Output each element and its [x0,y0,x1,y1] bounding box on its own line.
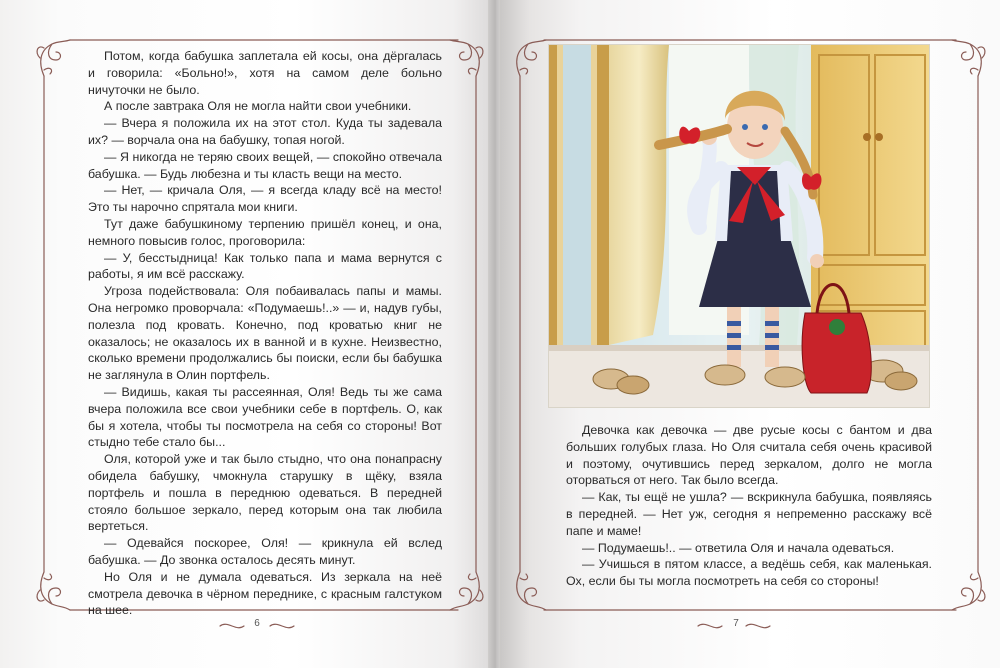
paragraph: Но Оля и не думала одеваться. Из зеркала на неё смотрела девочка в чёрном переднике, с красным галстуком на шее. [88,569,442,618]
paragraph: — Подумаешь!.. — ответила Оля и начала одеваться. [582,540,895,555]
girl-illustration-image [549,45,929,407]
paragraph: — Я никогда не теряю своих вещей, — спокойно отвечала бабушка. — Будь любезна и ты класть вещи на место. [88,149,442,181]
paragraph: — Учишься в пятом классе, а ведёшь себя, как маленькая. Ох, если бы ты могла посмотреть на себя со стороны! [566,557,932,589]
left-page-text [88,48,442,619]
paragraph: Оля, которой уже и так было стыдно, что она понапрасну обидела бабушку, чмокнула старушку в щёку, взяла портфель и пошла в переднюю одеваться. В передней стояло большое зеркало, перед которым она так любила вертеться. [88,452,442,534]
right-page [500,0,1000,668]
paragraph: — Одевайся поскорее, Оля! — крикнула ей вслед бабушка. — До звонка осталось десять минут. [88,536,442,567]
paragraph: Девочка как девочка — две русые косы с бантом и два больших голубых глаза. Но Оля считала себя очень красивой и поэтому, очутившись перед зеркалом, долго не могла оторваться от него. Так было всегда. [566,423,932,488]
page-number: 6 [254,618,260,629]
paragraph: — Как, ты ещё не ушла? — вскрикнула бабушка, появляясь в передней. — Нет уж, сегодня я непременно расскажу всё папе и маме! [566,490,932,538]
paragraph: — У, бесстыдница! Как только папа и мама вернутся с работы, я им всё расскажу. [88,250,442,282]
right-page-text [566,422,932,590]
paragraph: Угроза подействовала: Оля побаивалась папы и мамы. Она негромко проворчала: «Подумаешь!..» — и, надув губы, полезла под кровать. Конечно, под кроватью книг не оказалось; не оказалось их в ванной и в кухне. Неизвестно, сколько времени продолжались бы поиски, если бы бабушка не заглянула в Олин портфель. [88,284,442,383]
paragraph: — Видишь, какая ты рассеянная, Оля! Ведь ты же сама вчера положила все свои учебники себе в портфель. О, как бы я хотела, чтобы ты посмотрела на себя со стороны! Вот стыдно тебе стало бы... [88,384,442,450]
paragraph: — Нет, — кричала Оля, — я всегда кладу всё на место! Это ты нарочно спрятала мои книги. [88,183,442,215]
page-number: 7 [733,618,739,629]
paragraph: А после завтрака Оля не могла найти свои учебники. [104,99,412,114]
paragraph: — Вчера я положила их на этот стол. Куда ты задевала их? — ворчала она на бабушку, топая ногой. [88,116,442,147]
paragraph: Тут даже бабушкиному терпению пришёл конец, и она, немного повысив голос, проговорила: [88,216,442,248]
left-page [0,0,492,668]
illustration-girl-at-mirror [548,44,930,408]
paragraph: Потом, когда бабушка заплетала ей косы, она дёргалась и говорила: «Больно!», хотя на самом деле больно ничуточки не было. [88,49,442,97]
